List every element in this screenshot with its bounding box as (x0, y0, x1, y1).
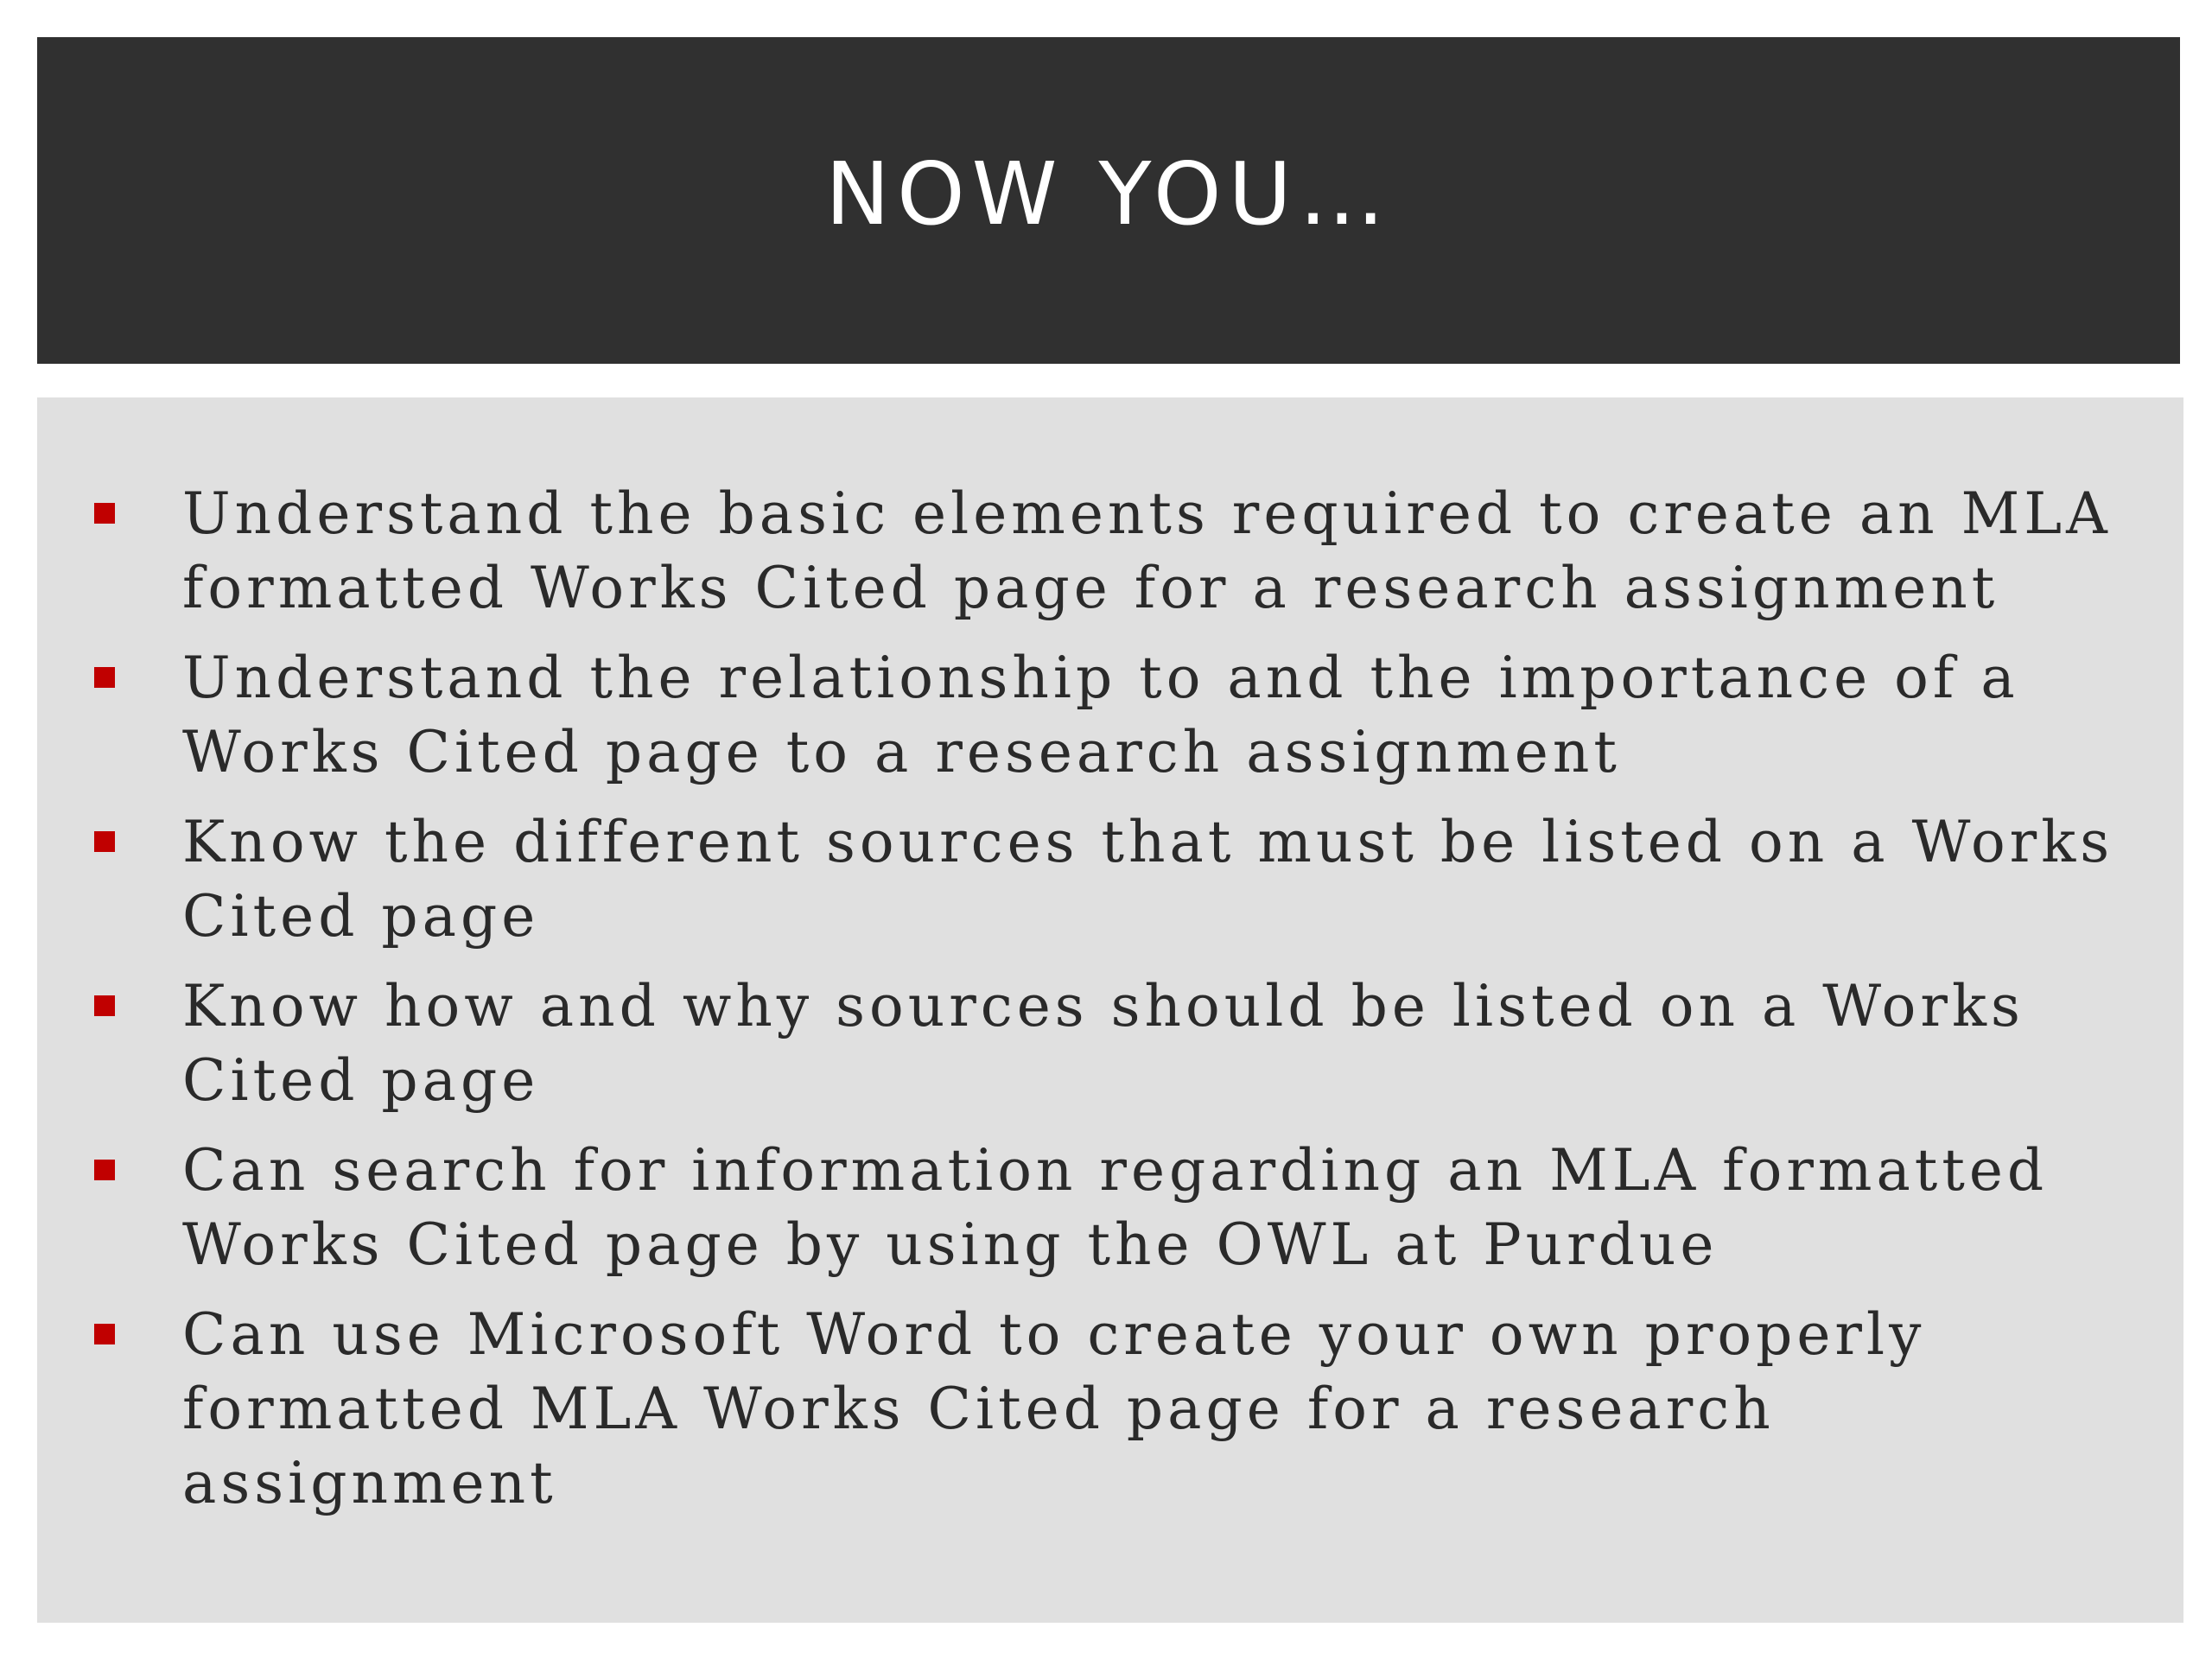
bullet-item (94, 1298, 2151, 1521)
bullet-item (94, 641, 2151, 790)
red-square-bullet-icon (94, 1324, 115, 1344)
bullet-item (94, 805, 2151, 954)
red-square-bullet-icon (94, 667, 115, 688)
bullet-text: Understand the basic elements required to create an MLA formatted Works Cited page for a research assignment (182, 480, 2112, 621)
content-panel (37, 397, 2183, 1623)
red-square-bullet-icon (94, 1160, 115, 1180)
red-square-bullet-icon (94, 995, 115, 1016)
title-bar (37, 37, 2180, 364)
bullet-text: Can use Microsoft Word to create your own properly formatted MLA Works Cited page for a research assignment (182, 1301, 1926, 1516)
bullet-text: Know how and why sources should be listed on a Works Cited page (182, 973, 2024, 1114)
bullet-item (94, 969, 2151, 1118)
bullet-text: Know the different sources that must be listed on a Works Cited page (182, 809, 2114, 950)
bullet-list (94, 477, 2151, 1536)
red-square-bullet-icon (94, 831, 115, 852)
slide-title: NOW YOU… (825, 143, 1392, 245)
red-square-bullet-icon (94, 503, 115, 524)
bullet-item (94, 1134, 2151, 1282)
bullet-text: Can search for information regarding an MLA formatted Works Cited page by using the OWL at Purdue (182, 1137, 2049, 1278)
bullet-item (94, 477, 2151, 626)
bullet-text: Understand the relationship to and the importance of a Works Cited page to a research assignment (182, 645, 2019, 785)
